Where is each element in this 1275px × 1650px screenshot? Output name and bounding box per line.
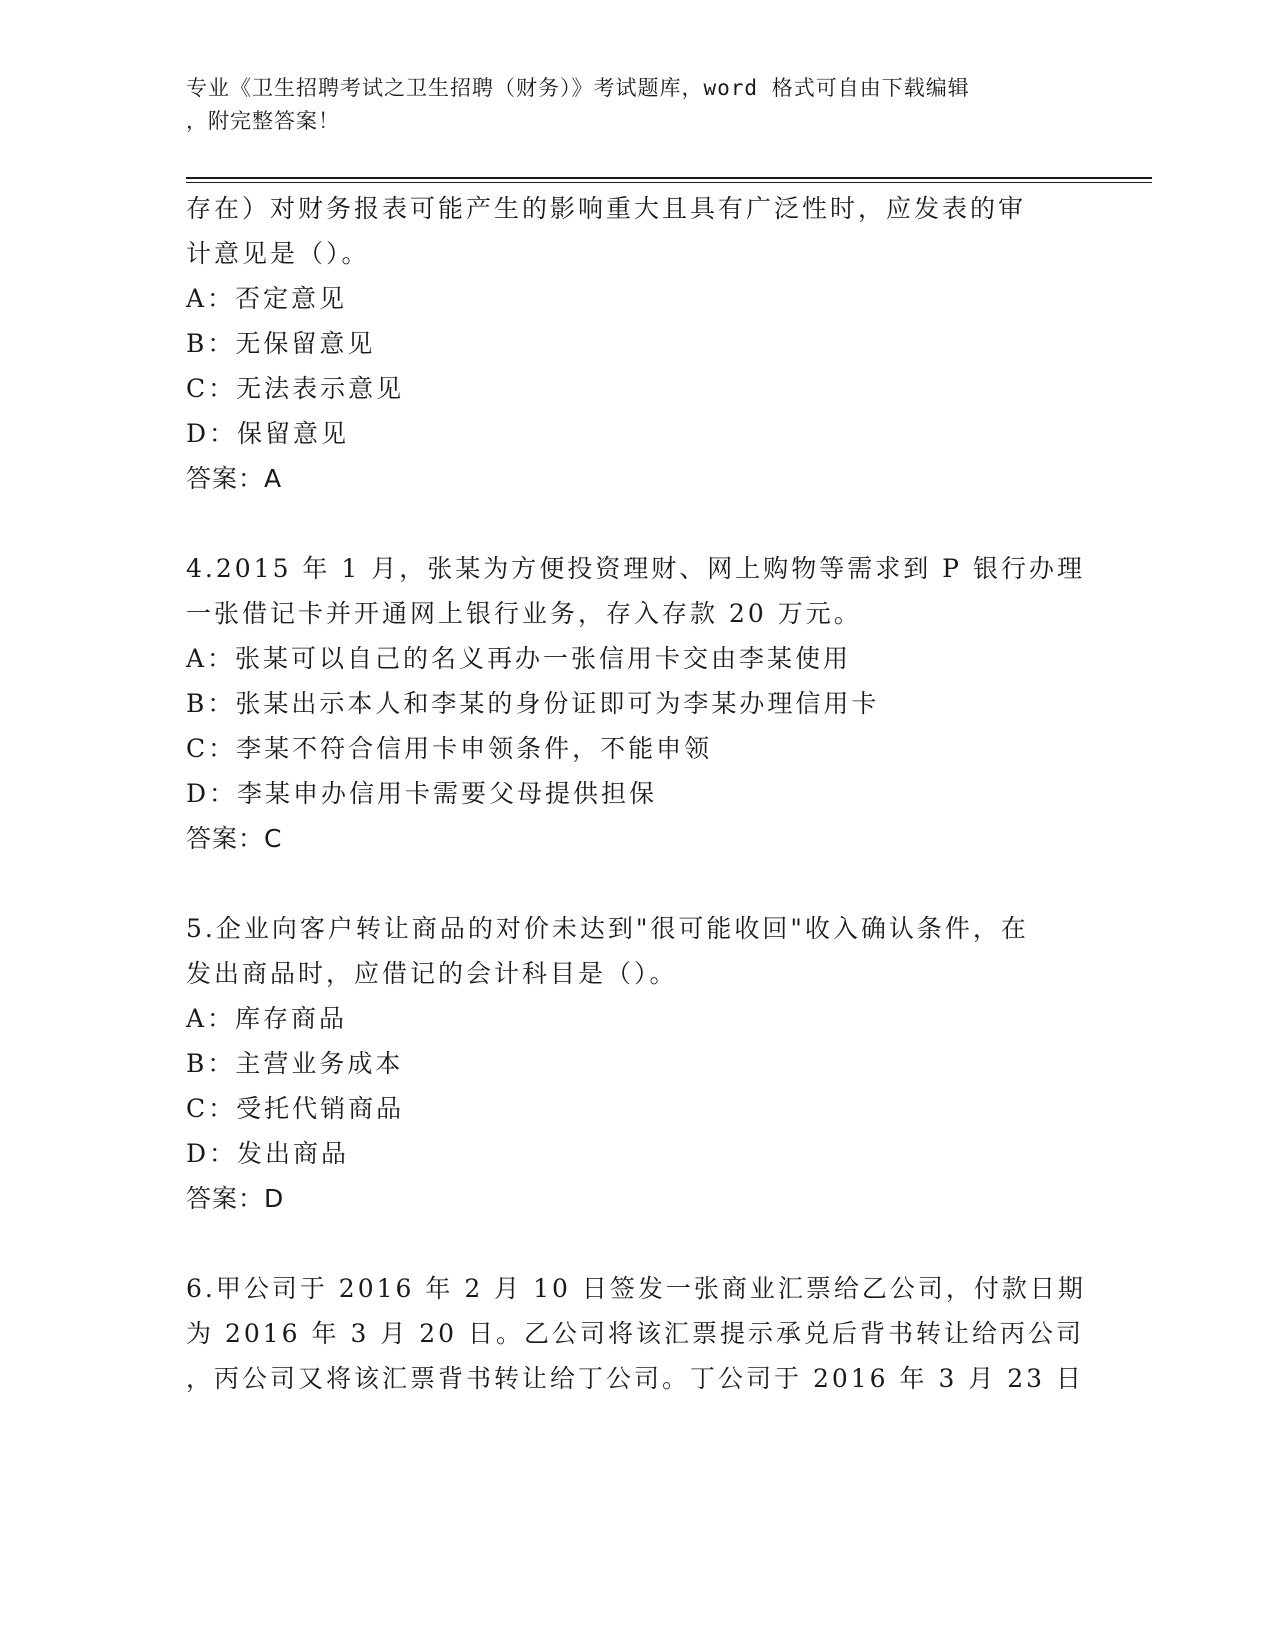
question-stem: 5.企业向客户转让商品的对价未达到"很可能收回"收入确认条件，在 — [186, 914, 1029, 943]
question-stem: 存在）对财务报表可能产生的影响重大且具有广泛性时，应发表的审 — [186, 194, 1027, 223]
option-d: D：发出商品 — [186, 1139, 350, 1168]
question-6 — [186, 1266, 1086, 1401]
question-stem: 为 2016 年 3 月 20 日。乙公司将该汇票提示承兑后背书转让给丙公司 — [186, 1319, 1085, 1348]
option-c: C：无法表示意见 — [186, 374, 405, 403]
answer: 答案：C — [186, 824, 283, 853]
spacer — [186, 861, 1086, 906]
option-c: C：李某不符合信用卡申领条件，不能申领 — [186, 734, 713, 763]
header-divider-thick — [186, 177, 1152, 179]
header-divider-thin — [186, 182, 1152, 183]
option-a: A：库存商品 — [186, 1004, 348, 1033]
question-stem: 一张借记卡并开通网上银行业务，存入存款 20 万元。 — [186, 599, 862, 628]
option-b: B：张某出示本人和李某的身份证即可为李某办理信用卡 — [186, 689, 880, 718]
option-a: A：否定意见 — [186, 284, 348, 313]
header-line-2: ，附完整答案！ — [186, 109, 340, 133]
question-stem: 6.甲公司于 2016 年 2 月 10 日签发一张商业汇票给乙公司，付款日期 — [186, 1274, 1086, 1303]
option-a: A：张某可以自己的名义再办一张信用卡交由李某使用 — [186, 644, 852, 673]
option-b: B：主营业务成本 — [186, 1049, 404, 1078]
question-list — [186, 186, 1086, 1401]
option-c: C：受托代销商品 — [186, 1094, 405, 1123]
option-d: D：保留意见 — [186, 419, 350, 448]
option-b: B：无保留意见 — [186, 329, 376, 358]
question-4 — [186, 546, 1086, 861]
question-5 — [186, 906, 1086, 1221]
answer: 答案：A — [186, 464, 283, 493]
page-header — [186, 72, 1066, 138]
spacer — [186, 1221, 1086, 1266]
option-d: D：李某申办信用卡需要父母提供担保 — [186, 779, 658, 808]
question-stem: 发出商品时，应借记的会计科目是（）。 — [186, 959, 678, 988]
question-3 — [186, 186, 1086, 501]
question-stem: 计意见是（）。 — [186, 239, 370, 268]
question-stem: ，丙公司又将该汇票背书转让给丁公司。丁公司于 2016 年 3 月 23 日 — [186, 1364, 1085, 1393]
spacer — [186, 501, 1086, 546]
question-stem: 4.2015 年 1 月，张某为方便投资理财、网上购物等需求到 P 银行办理 — [186, 554, 1085, 583]
header-line-1: 专业《卫生招聘考试之卫生招聘（财务）》考试题库，word 格式可自由下载编辑 — [186, 76, 970, 100]
answer: 答案：D — [186, 1184, 285, 1213]
